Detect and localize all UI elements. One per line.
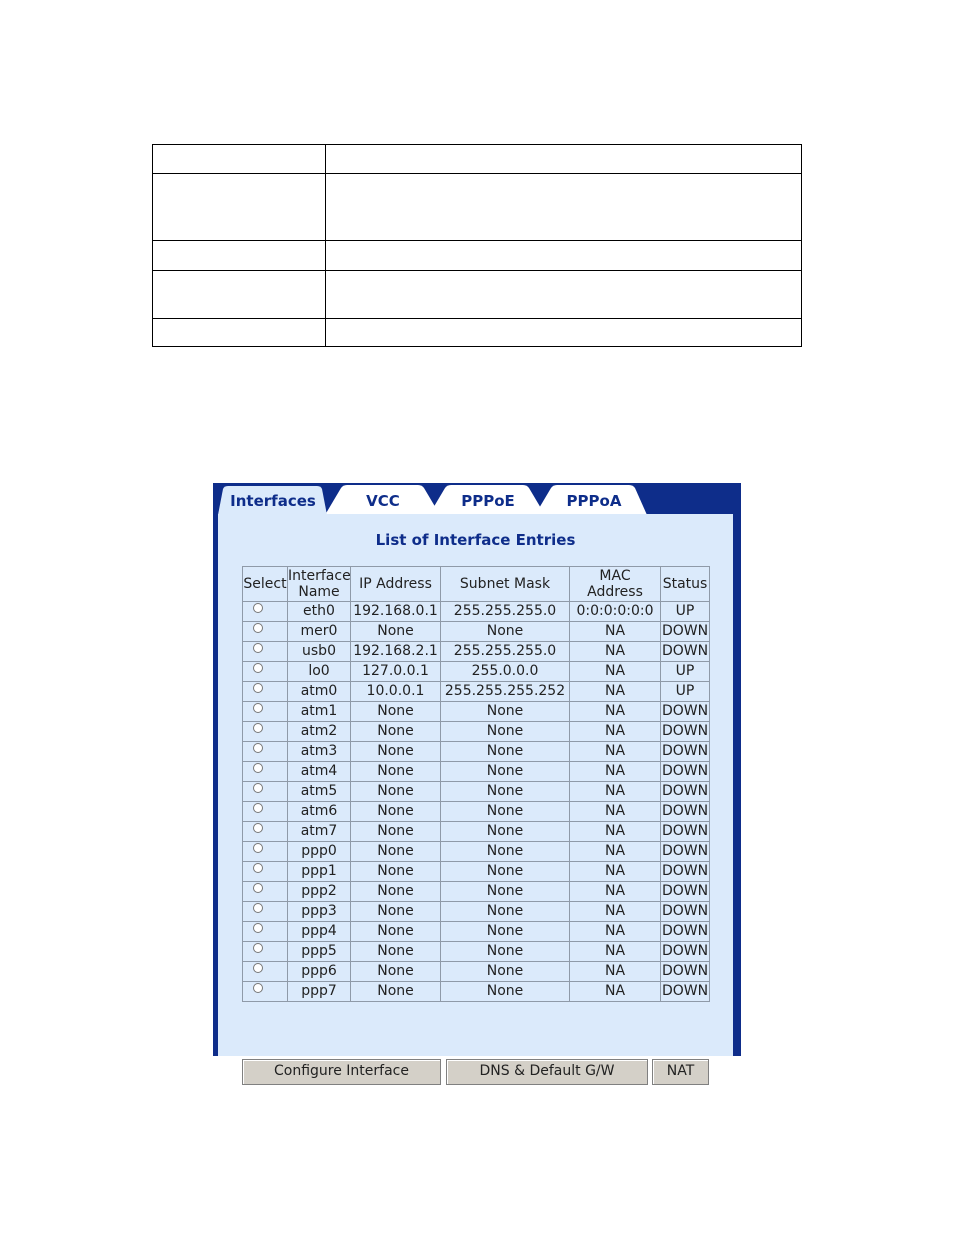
mac-address-cell: NA [570, 642, 661, 662]
select-radio[interactable] [253, 923, 263, 933]
table-row [243, 782, 710, 802]
select-radio[interactable] [253, 603, 263, 613]
ip-address-cell: None [351, 882, 441, 902]
select-radio[interactable] [253, 783, 263, 793]
ip-address-cell: None [351, 862, 441, 882]
ip-address-cell: None [351, 742, 441, 762]
subnet-mask-cell: 255.0.0.0 [441, 662, 570, 682]
ip-address-cell: 192.168.2.1 [351, 642, 441, 662]
table-row [243, 842, 710, 862]
tab-vcc[interactable]: VCC [366, 492, 400, 510]
mac-address-cell: NA [570, 762, 661, 782]
subnet-mask-cell: None [441, 982, 570, 1002]
interface-name-cell: mer0 [288, 622, 351, 642]
select-cell [243, 762, 288, 782]
select-cell [243, 902, 288, 922]
subnet-mask-cell: None [441, 882, 570, 902]
select-cell [243, 722, 288, 742]
table-row [243, 882, 710, 902]
table-row [243, 982, 710, 1002]
interface-name-cell: atm7 [288, 822, 351, 842]
interface-name-cell: atm5 [288, 782, 351, 802]
table-row [243, 702, 710, 722]
interface-name-cell: atm2 [288, 722, 351, 742]
status-cell: DOWN [661, 642, 710, 662]
interface-name-cell: ppp6 [288, 962, 351, 982]
select-cell [243, 782, 288, 802]
status-cell: DOWN [661, 722, 710, 742]
doc-row [153, 174, 802, 241]
select-cell [243, 982, 288, 1002]
select-radio[interactable] [253, 643, 263, 653]
mac-address-cell: NA [570, 702, 661, 722]
select-radio[interactable] [253, 623, 263, 633]
interface-name-cell: ppp3 [288, 902, 351, 922]
interface-table [242, 566, 710, 1002]
subnet-mask-cell: None [441, 962, 570, 982]
status-cell: UP [661, 682, 710, 702]
ip-address-cell: None [351, 722, 441, 742]
mac-address-cell: NA [570, 682, 661, 702]
subnet-mask-cell: None [441, 702, 570, 722]
interface-name-cell: atm0 [288, 682, 351, 702]
subnet-mask-cell: 255.255.255.0 [441, 642, 570, 662]
interface-name-cell: ppp5 [288, 942, 351, 962]
mac-address-cell: NA [570, 722, 661, 742]
mac-address-cell: NA [570, 782, 661, 802]
table-row [243, 922, 710, 942]
select-cell [243, 962, 288, 982]
mac-address-cell: NA [570, 922, 661, 942]
select-radio[interactable] [253, 663, 263, 673]
ip-address-cell: None [351, 622, 441, 642]
select-cell [243, 842, 288, 862]
subnet-mask-cell: None [441, 762, 570, 782]
subnet-mask-cell: 255.255.255.252 [441, 682, 570, 702]
select-cell [243, 682, 288, 702]
table-row [243, 902, 710, 922]
select-radio[interactable] [253, 963, 263, 973]
status-cell: DOWN [661, 762, 710, 782]
list-title: List of Interface Entries [375, 531, 576, 549]
mac-address-cell: NA [570, 622, 661, 642]
table-header-row [243, 567, 710, 602]
select-cell [243, 702, 288, 722]
status-cell: UP [661, 602, 710, 622]
table-row [243, 762, 710, 782]
select-radio[interactable] [253, 683, 263, 693]
select-radio[interactable] [253, 883, 263, 893]
ip-address-cell: 192.168.0.1 [351, 602, 441, 622]
select-radio[interactable] [253, 843, 263, 853]
select-radio[interactable] [253, 743, 263, 753]
ip-address-cell: None [351, 842, 441, 862]
status-cell: DOWN [661, 862, 710, 882]
select-cell [243, 742, 288, 762]
col-header-subnet-mask: Subnet Mask [441, 567, 570, 602]
doc-row [153, 241, 802, 270]
tab-interfaces[interactable]: Interfaces [230, 492, 316, 510]
interface-name-cell: lo0 [288, 662, 351, 682]
ip-address-cell: 127.0.0.1 [351, 662, 441, 682]
table-row [243, 662, 710, 682]
mac-address-cell: NA [570, 902, 661, 922]
interface-name-cell: ppp4 [288, 922, 351, 942]
select-cell [243, 642, 288, 662]
subnet-mask-cell: None [441, 622, 570, 642]
ip-address-cell: None [351, 822, 441, 842]
status-cell: DOWN [661, 822, 710, 842]
interface-name-cell: ppp7 [288, 982, 351, 1002]
status-cell: DOWN [661, 842, 710, 862]
table-row [243, 822, 710, 842]
select-radio[interactable] [253, 703, 263, 713]
configure-interface-button[interactable]: Configure Interface [242, 1059, 441, 1085]
mac-address-cell: NA [570, 982, 661, 1002]
mac-address-cell: NA [570, 842, 661, 862]
select-radio[interactable] [253, 943, 263, 953]
table-row [243, 722, 710, 742]
mac-address-cell: NA [570, 822, 661, 842]
ip-address-cell: None [351, 902, 441, 922]
select-radio[interactable] [253, 803, 263, 813]
table-row [243, 942, 710, 962]
col-header-interface-name: Interface Name [288, 568, 351, 600]
status-cell: DOWN [661, 802, 710, 822]
status-cell: DOWN [661, 962, 710, 982]
subnet-mask-cell: None [441, 922, 570, 942]
col-header-select: Select [243, 567, 288, 602]
mac-address-cell: NA [570, 742, 661, 762]
router-config-window [213, 483, 741, 1079]
table-row [243, 642, 710, 662]
select-cell [243, 662, 288, 682]
table-row [243, 622, 710, 642]
select-cell [243, 802, 288, 822]
content-panel [218, 514, 733, 1079]
interface-name-cell: atm6 [288, 802, 351, 822]
status-cell: DOWN [661, 782, 710, 802]
interface-name-cell: atm4 [288, 762, 351, 782]
status-cell: DOWN [661, 902, 710, 922]
mac-address-cell: NA [570, 942, 661, 962]
ip-address-cell: 10.0.0.1 [351, 682, 441, 702]
tab-pppoa[interactable]: PPPoA [566, 492, 622, 510]
select-radio[interactable] [253, 983, 263, 993]
doc-row [153, 318, 802, 346]
interface-table-body [243, 602, 710, 1002]
status-cell: DOWN [661, 702, 710, 722]
table-row [243, 802, 710, 822]
interface-name-cell: atm3 [288, 742, 351, 762]
subnet-mask-cell: None [441, 822, 570, 842]
status-cell: DOWN [661, 922, 710, 942]
status-cell: DOWN [661, 742, 710, 762]
interface-name-cell: ppp1 [288, 862, 351, 882]
subnet-mask-cell: None [441, 942, 570, 962]
interface-name-cell: ppp2 [288, 882, 351, 902]
select-radio[interactable] [253, 723, 263, 733]
interface-name-cell: usb0 [288, 642, 351, 662]
doc-row [153, 145, 802, 174]
select-cell [243, 622, 288, 642]
status-cell: DOWN [661, 882, 710, 902]
mac-address-cell: NA [570, 662, 661, 682]
select-cell [243, 862, 288, 882]
table-row [243, 862, 710, 882]
col-header-status: Status [661, 567, 710, 602]
select-cell [243, 922, 288, 942]
table-row [243, 602, 710, 622]
document-table [152, 144, 802, 347]
table-row [243, 682, 710, 702]
ip-address-cell: None [351, 982, 441, 1002]
status-cell: DOWN [661, 982, 710, 1002]
interface-name-cell: atm1 [288, 702, 351, 722]
subnet-mask-cell: None [441, 842, 570, 862]
select-cell [243, 822, 288, 842]
doc-row [153, 270, 802, 318]
mac-address-cell: 0:0:0:0:0:0 [570, 602, 661, 622]
col-header-mac-address: MAC Address [570, 567, 661, 602]
subnet-mask-cell: None [441, 742, 570, 762]
col-header-ip-address: IP Address [351, 567, 441, 602]
dns-default-gw-button[interactable]: DNS & Default G/W [446, 1059, 648, 1085]
nat-button[interactable]: NAT [652, 1059, 709, 1085]
mac-address-cell: NA [570, 862, 661, 882]
status-cell: DOWN [661, 622, 710, 642]
select-radio[interactable] [253, 863, 263, 873]
ip-address-cell: None [351, 702, 441, 722]
select-cell [243, 602, 288, 622]
mac-address-cell: NA [570, 802, 661, 822]
select-cell [243, 882, 288, 902]
tab-pppoe[interactable]: PPPoE [461, 492, 515, 510]
interface-name-cell: ppp0 [288, 842, 351, 862]
table-row [243, 742, 710, 762]
subnet-mask-cell: None [441, 862, 570, 882]
interface-name-cell: eth0 [288, 602, 351, 622]
ip-address-cell: None [351, 922, 441, 942]
mac-address-cell: NA [570, 962, 661, 982]
ip-address-cell: None [351, 762, 441, 782]
select-cell [243, 942, 288, 962]
status-cell: UP [661, 662, 710, 682]
subnet-mask-cell: 255.255.255.0 [441, 602, 570, 622]
status-cell: DOWN [661, 942, 710, 962]
subnet-mask-cell: None [441, 902, 570, 922]
table-row [243, 962, 710, 982]
ip-address-cell: None [351, 962, 441, 982]
select-radio[interactable] [253, 903, 263, 913]
tab-bar [213, 483, 741, 515]
subnet-mask-cell: None [441, 802, 570, 822]
subnet-mask-cell: None [441, 722, 570, 742]
select-radio[interactable] [253, 763, 263, 773]
mac-address-cell: NA [570, 882, 661, 902]
select-radio[interactable] [253, 823, 263, 833]
ip-address-cell: None [351, 802, 441, 822]
subnet-mask-cell: None [441, 782, 570, 802]
ip-address-cell: None [351, 782, 441, 802]
ip-address-cell: None [351, 942, 441, 962]
